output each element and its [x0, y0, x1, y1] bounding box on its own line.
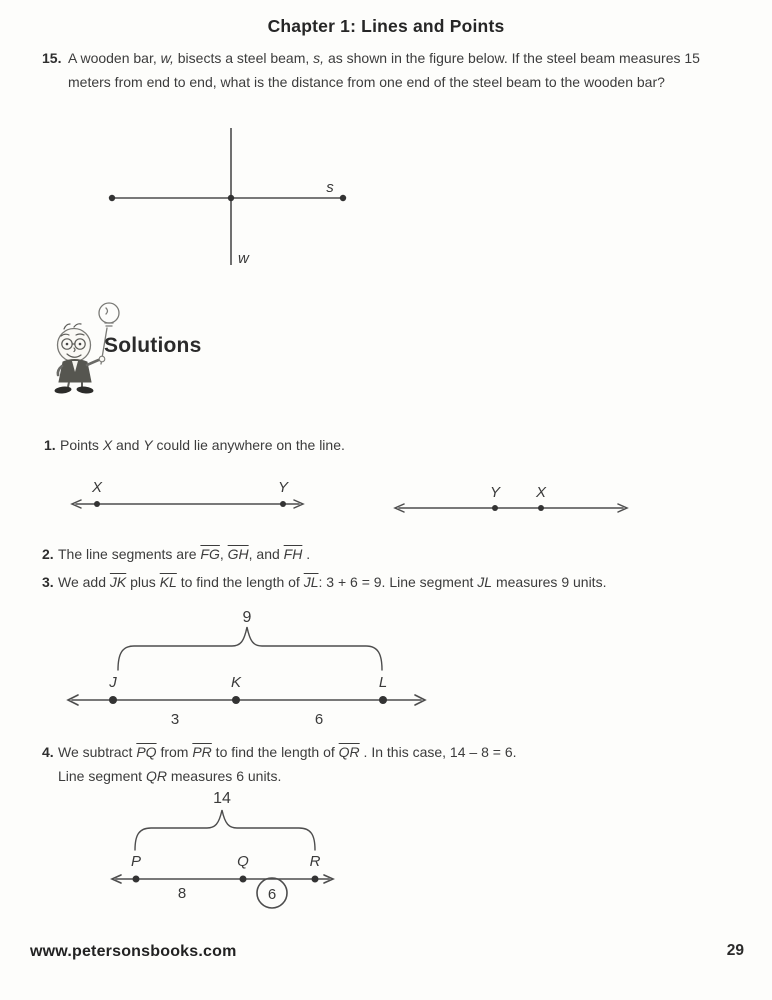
solution-text-part: , and [248, 546, 284, 562]
solution-text-part: Line segment [58, 768, 146, 784]
distance-qr-label: 6 [267, 886, 277, 903]
solution-3-text [58, 570, 606, 594]
solution-1-text [60, 433, 345, 457]
brace-jl [118, 627, 382, 670]
point-label-r: R [309, 853, 321, 870]
bisect-point-dot [228, 195, 234, 201]
point-k-dot [232, 696, 240, 704]
segment-jl: $\overline{JL}$ [303, 574, 319, 590]
beam-endpoint-dot [109, 195, 115, 201]
solution-text-part: : 3 + 6 = 9. Line segment [318, 574, 478, 590]
point-x-dot [538, 505, 544, 511]
total-length-label: 14 [213, 790, 231, 807]
figure-jkl-number-line [50, 600, 440, 735]
segment-jk: $\overline{JK}$ [109, 574, 127, 590]
segment-jl-plain: JL [477, 574, 493, 590]
solution-text-part: measures 6 units. [166, 768, 282, 784]
problem-number: 15. [42, 50, 62, 66]
segment-qr: $\overline{QR}$ [338, 744, 360, 760]
point-p-dot [133, 876, 140, 883]
solution-2-number: 2. [42, 546, 54, 562]
segment-pr: $\overline{PR}$ [192, 744, 212, 760]
point-label-x: X [535, 484, 547, 501]
solution-2-text [58, 542, 310, 566]
point-label-y: Y [489, 484, 501, 501]
solutions-heading: Solutions [104, 334, 202, 357]
footer-website: www.petersonsbooks.com [30, 943, 237, 960]
point-label-q: Q [237, 853, 249, 870]
segment-kl: $\overline{KL}$ [159, 574, 177, 590]
brace-pr [135, 810, 315, 850]
beam-label-s: s [326, 179, 334, 196]
lightbulb-icon [99, 303, 119, 323]
solution-4-text-line1 [58, 740, 517, 764]
figure-bisected-beam [60, 122, 360, 272]
bar-label-w: w [238, 250, 249, 267]
solution-text-part: , [219, 546, 228, 562]
distance-jk-label: 3 [170, 711, 180, 728]
point-j-dot [109, 696, 117, 704]
mascot-shoe [76, 386, 94, 395]
solution-text-part: measures 9 units. [492, 574, 607, 590]
solution-text-part: to find the length of [176, 574, 304, 590]
solution-text-part: The line segments are [58, 546, 201, 562]
point-x-var: X [102, 437, 113, 453]
problem-text-part: bisects a steel beam, [173, 50, 314, 66]
point-y-var: Y [143, 437, 153, 453]
point-x-dot [94, 501, 100, 507]
hair-strand [64, 324, 70, 329]
total-length-label: 9 [242, 609, 252, 626]
solution-text-part: from [156, 744, 193, 760]
distance-pq-label: 8 [177, 885, 187, 902]
solution-text-part: . [302, 546, 311, 562]
wooden-bar-var: w, [160, 50, 174, 66]
solution-text-part: could lie anywhere on the line. [152, 437, 345, 453]
hair-strand [74, 324, 81, 327]
solution-text-part: We subtract [58, 744, 137, 760]
point-label-j: J [109, 674, 117, 691]
distance-kl-label: 6 [314, 711, 324, 728]
chapter-title: Chapter 1: Lines and Points [267, 16, 505, 36]
beam-endpoint-dot [340, 195, 346, 201]
solution-text-part: . In this case, 14 – 8 = 6. [359, 744, 517, 760]
point-l-dot [379, 696, 387, 704]
solution-text-part: and [112, 437, 144, 453]
figure-line-xy-left [55, 460, 315, 530]
point-label-p: P [130, 853, 142, 870]
solution-text-part: plus [126, 574, 160, 590]
problem-text-part: A wooden bar, [68, 50, 161, 66]
point-q-dot [240, 876, 247, 883]
steel-beam-var: s, [313, 50, 325, 66]
segment-qr-plain: QR [145, 768, 167, 784]
page-number: 29 [726, 942, 744, 959]
problem-15-text [68, 46, 744, 94]
figure-pqr-number-line [50, 785, 390, 915]
point-label-y: Y [277, 479, 289, 496]
segment-pq: $\overline{PQ}$ [136, 744, 157, 760]
solution-4-number: 4. [42, 744, 54, 760]
solution-text-part: to find the length of [211, 744, 339, 760]
segment-gh: $\overline{GH}$ [227, 546, 249, 562]
solution-text-part: We add [58, 574, 110, 590]
point-y-dot [492, 505, 498, 511]
segment-fg: $\overline{FG}$ [200, 546, 220, 562]
solution-text-part: Points [60, 437, 103, 453]
point-r-dot [312, 876, 319, 883]
point-label-l: L [378, 674, 388, 691]
point-label-k: K [230, 674, 242, 691]
figure-line-yx-right [380, 460, 640, 530]
mascot-shoe [54, 386, 72, 395]
point-label-x: X [91, 479, 103, 496]
solution-1-number: 1. [44, 437, 56, 453]
solution-3-number: 3. [42, 574, 54, 590]
segment-fh: $\overline{FH}$ [283, 546, 303, 562]
point-y-dot [280, 501, 286, 507]
problem-text-part: as shown in the figure below. If the steel beam measures 15 meters from end to end, what is the distance from one end of the steel beam to the wooden bar? [68, 50, 700, 90]
